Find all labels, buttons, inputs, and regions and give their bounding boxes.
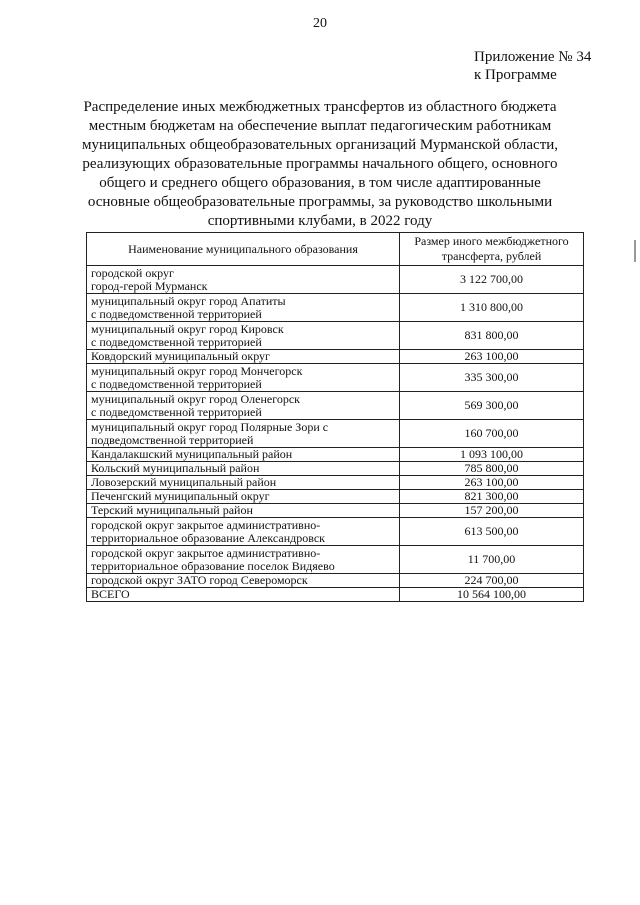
- transfer-amount: 1 310 800,00: [400, 294, 584, 322]
- table-row: [87, 364, 584, 392]
- municipality-name: [87, 364, 400, 392]
- municipality-name-line: Терский муниципальный район: [91, 503, 253, 517]
- municipality-name: [87, 420, 400, 448]
- transfer-amount: 335 300,00: [400, 364, 584, 392]
- municipality-name-line: городской округ закрытое административно-: [91, 545, 321, 560]
- municipality-name-line: Кандалакшский муниципальный район: [91, 447, 293, 461]
- municipality-name-line: с подведомственной территорией: [91, 404, 262, 419]
- header-amount: Размер иного межбюджетного трансферта, рублей: [400, 233, 584, 266]
- appendix-program: к Программе: [474, 67, 557, 83]
- appendix-number: Приложение № 34: [474, 49, 592, 65]
- scan-edge-mark: [634, 240, 636, 262]
- transfer-amount: 10 564 100,00: [400, 588, 584, 602]
- municipality-name-line: с подведомственной территорией: [91, 376, 262, 391]
- municipality-name: [87, 476, 400, 490]
- municipality-name: [87, 518, 400, 546]
- municipality-name-line: Ковдорский муниципальный округ: [91, 349, 270, 363]
- municipality-name: [87, 504, 400, 518]
- municipality-name: [87, 490, 400, 504]
- table-row: [87, 476, 584, 490]
- municipality-name-line: Ловозерский муниципальный район: [91, 475, 277, 489]
- municipality-name: [87, 462, 400, 476]
- municipality-name-line: городской округ закрытое административно-: [91, 517, 321, 532]
- title-line: общего и среднего общего образования, в том числе адаптированные: [99, 175, 541, 191]
- table-row: [87, 420, 584, 448]
- table-row: [87, 574, 584, 588]
- title-line: местным бюджетам на обеспечение выплат педагогическим работникам: [88, 118, 552, 134]
- header-municipality: Наименование муниципального образования: [87, 233, 400, 266]
- title-line: муниципальных общеобразовательных организаций Мурманской области,: [81, 137, 559, 153]
- table-row: [87, 588, 584, 602]
- municipality-name: [87, 392, 400, 420]
- municipality-name-line: подведомственной территорией: [91, 432, 254, 447]
- page-number: 20: [313, 16, 327, 31]
- municipality-name-line: муниципальный округ город Кировск: [91, 321, 284, 336]
- municipality-name-line: Печенгский муниципальный округ: [91, 489, 270, 503]
- transfer-amount: 224 700,00: [400, 574, 584, 588]
- table-row: [87, 490, 584, 504]
- table-row: [87, 266, 584, 294]
- municipality-name-line: муниципальный округ город Оленегорск: [91, 391, 300, 406]
- transfers-table: [86, 232, 584, 602]
- table-row: [87, 518, 584, 546]
- transfer-amount: 3 122 700,00: [400, 266, 584, 294]
- document-title: [60, 98, 580, 231]
- transfer-amount: 11 700,00: [400, 546, 584, 574]
- municipality-name: [87, 294, 400, 322]
- transfer-amount: 613 500,00: [400, 518, 584, 546]
- municipality-name-line: ВСЕГО: [91, 587, 130, 601]
- transfer-amount: 821 300,00: [400, 490, 584, 504]
- table-row: [87, 322, 584, 350]
- transfer-amount: 569 300,00: [400, 392, 584, 420]
- table-row: [87, 294, 584, 322]
- transfer-amount: 263 100,00: [400, 476, 584, 490]
- transfer-amount: 157 200,00: [400, 504, 584, 518]
- municipality-name: [87, 588, 400, 602]
- municipality-name-line: муниципальный округ город Апатиты: [91, 293, 286, 308]
- municipality-name: [87, 350, 400, 364]
- title-line: реализующих образовательные программы начального общего, основного: [82, 156, 558, 172]
- table-row: [87, 504, 584, 518]
- municipality-name-line: территориальное образование поселок Видяево: [91, 558, 335, 573]
- table-row: [87, 546, 584, 574]
- municipality-name-line: с подведомственной территорией: [91, 306, 262, 321]
- transfer-amount: 1 093 100,00: [400, 448, 584, 462]
- municipality-name-line: муниципальный округ город Мончегорск: [91, 363, 303, 378]
- appendix-label: [474, 48, 591, 84]
- table-row: [87, 448, 584, 462]
- municipality-name-line: Кольский муниципальный район: [91, 461, 260, 475]
- municipality-name: [87, 448, 400, 462]
- table-body: [87, 266, 584, 602]
- municipality-name-line: городской округ: [91, 265, 174, 280]
- municipality-name-line: город-герой Мурманск: [91, 278, 208, 293]
- title-line: спортивными клубами, в 2022 году: [207, 213, 433, 229]
- municipality-name-line: городской округ ЗАТО город Североморск: [91, 573, 308, 587]
- municipality-name: [87, 322, 400, 350]
- table-row: [87, 350, 584, 364]
- municipality-name: [87, 266, 400, 294]
- transfer-amount: 831 800,00: [400, 322, 584, 350]
- municipality-name-line: территориальное образование Александровск: [91, 530, 325, 545]
- municipality-name: [87, 546, 400, 574]
- municipality-name: [87, 574, 400, 588]
- title-line: Распределение иных межбюджетных трансфертов из областного бюджета: [83, 99, 557, 115]
- municipality-name-line: муниципальный округ город Полярные Зори с: [91, 419, 329, 434]
- transfer-amount: 263 100,00: [400, 350, 584, 364]
- transfer-amount: 785 800,00: [400, 462, 584, 476]
- municipality-name-line: с подведомственной территорией: [91, 334, 262, 349]
- table-header-row: [87, 233, 584, 266]
- table-row: [87, 392, 584, 420]
- title-line: основные общеобразовательные программы, за руководство школьными: [87, 194, 553, 210]
- transfer-amount: 160 700,00: [400, 420, 584, 448]
- table-row: [87, 462, 584, 476]
